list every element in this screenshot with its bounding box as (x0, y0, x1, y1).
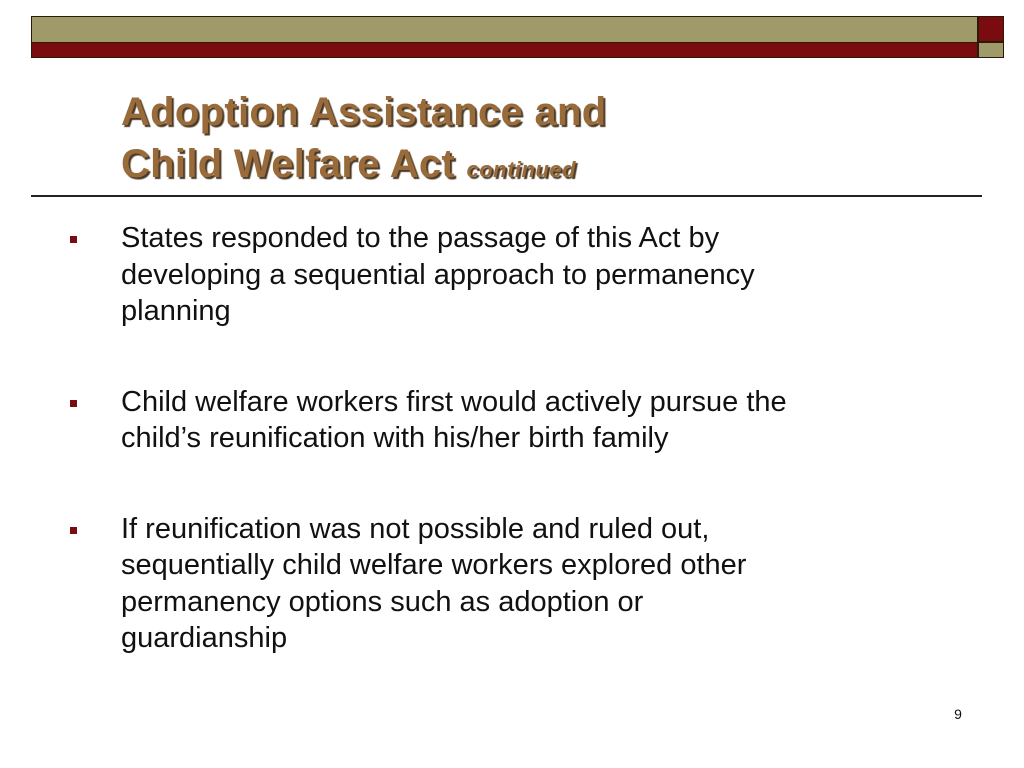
bullet-item (67, 384, 807, 457)
title-line-2: Child Welfare Act (121, 142, 456, 186)
bullet-text: States responded to the passage of this Act by developing a sequential approach to permanency planning (121, 222, 755, 327)
square-bullet-icon (70, 400, 77, 407)
bullet-text: If reunification was not possible and ruled out, sequentially child welfare workers explored other permanency options such as adoption or guardianship (121, 512, 747, 654)
bullet-text: Child welfare workers first would actively pursue the child’s reunification with his/her birth family (121, 385, 787, 454)
title-continued-label: continued (466, 157, 577, 182)
bullet-item (67, 511, 807, 657)
slide-title (121, 86, 606, 196)
square-bullet-icon (70, 527, 77, 534)
title-line-1: Adoption Assistance and (121, 90, 607, 134)
title-divider (31, 195, 982, 197)
bullet-item (67, 220, 807, 330)
header-band-maroon-stripe (32, 43, 977, 57)
page-number: 9 (954, 706, 962, 722)
header-corner-square-olive (978, 42, 1004, 58)
bullet-list (67, 220, 807, 711)
header-band (31, 16, 978, 58)
square-bullet-icon (70, 236, 77, 243)
header-band-olive-stripe (32, 17, 977, 43)
header-corner-square-maroon (978, 16, 1004, 42)
